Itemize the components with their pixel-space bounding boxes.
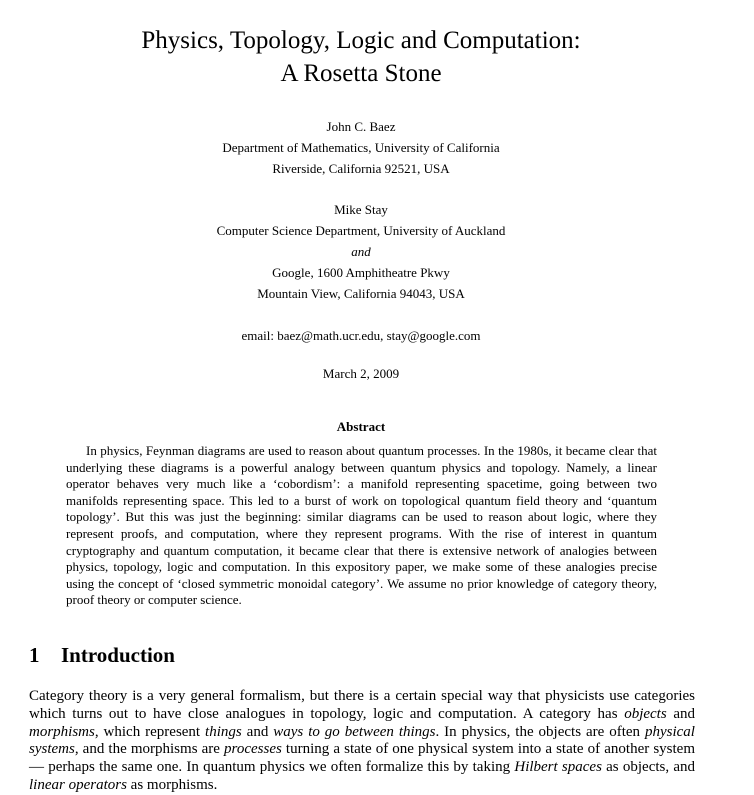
author-address: Mountain View, California 94043, USA — [257, 286, 465, 301]
intro-text: , and the morphisms are — [74, 741, 225, 758]
emphasis-things: things — [205, 723, 242, 740]
author-affiliation-2: Google, 1600 Amphitheatre Pkwy — [272, 265, 450, 280]
author-and: and — [351, 244, 371, 259]
emphasis-objects: objects — [624, 705, 667, 722]
intro-paragraph — [29, 688, 695, 795]
emphasis-physical-systems: physical systems — [29, 723, 695, 758]
author-block-1 — [0, 116, 722, 179]
emphasis-linear-operators: linear operators — [29, 776, 127, 793]
intro-text: Category theory is a very general formalism, but there is a certain special way that physicists use categories which turns out to have close analogues in topology, logic and computation. A category has — [29, 688, 695, 722]
intro-text: , which represent — [94, 723, 206, 740]
intro-text: . In physics, the objects are often — [435, 723, 645, 740]
intro-text: as objects, and — [601, 759, 696, 776]
author-affiliation: Department of Mathematics, University of California — [222, 140, 500, 155]
author-name: John C. Baez — [326, 119, 396, 134]
author-name: Mike Stay — [334, 202, 388, 217]
paper-title — [0, 24, 722, 90]
author-address: Riverside, California 92521, USA — [272, 161, 450, 176]
paper-date: March 2, 2009 — [322, 366, 400, 381]
abstract-text: In physics, Feynman diagrams are used to reason about quantum processes. In the 1980s, it became clear that underlying these diagrams is a powerful analogy between quantum physics and topology. Namely, a linear operator behaves very much like a ‘cobordism’: a manifold representing spacetime, going between two manifolds representing space. This led to a burst of work on topological quantum field theory and ‘quantum topology’. But this was just the beginning: similar diagrams can be used to reason about logic, where they represent proofs, and computation, where they represent programs. With the rise of interest in quantum cryptography and quantum computation, it became clear that there is extensive network of analogies between physics, topology, logic and computation. In this expository paper, we make some of these analogies precise using the concept of ‘closed symmetric monoidal category’. We assume no prior knowledge of category theory, proof theory or computer science. — [66, 443, 657, 608]
section-heading — [29, 642, 175, 668]
emphasis-ways: ways to go between things — [273, 723, 436, 740]
emphasis-hilbert-spaces: Hilbert spaces — [514, 759, 602, 776]
author-block-2 — [0, 199, 722, 304]
abstract-heading: Abstract — [336, 419, 386, 434]
title-line-1: Physics, Topology, Logic and Computation: — [141, 27, 581, 54]
title-line-2: A Rosetta Stone — [280, 60, 442, 87]
intro-text: as morphisms. — [126, 776, 218, 793]
author-affiliation: Computer Science Department, University of Auckland — [216, 223, 506, 238]
intro-text: and — [241, 723, 274, 740]
intro-text: turning a state of one physical system into a state of another system — perhaps the same one. In quantum physics we often formalize this by taking — [29, 741, 696, 776]
emphasis-processes: processes — [224, 741, 282, 758]
author-emails: email: baez@math.ucr.edu, stay@google.com — [241, 328, 481, 343]
section-title: Introduction — [61, 643, 175, 667]
emphasis-morphisms: morphisms — [29, 723, 95, 740]
intro-text: and — [666, 705, 695, 722]
section-number: 1 — [29, 643, 40, 667]
